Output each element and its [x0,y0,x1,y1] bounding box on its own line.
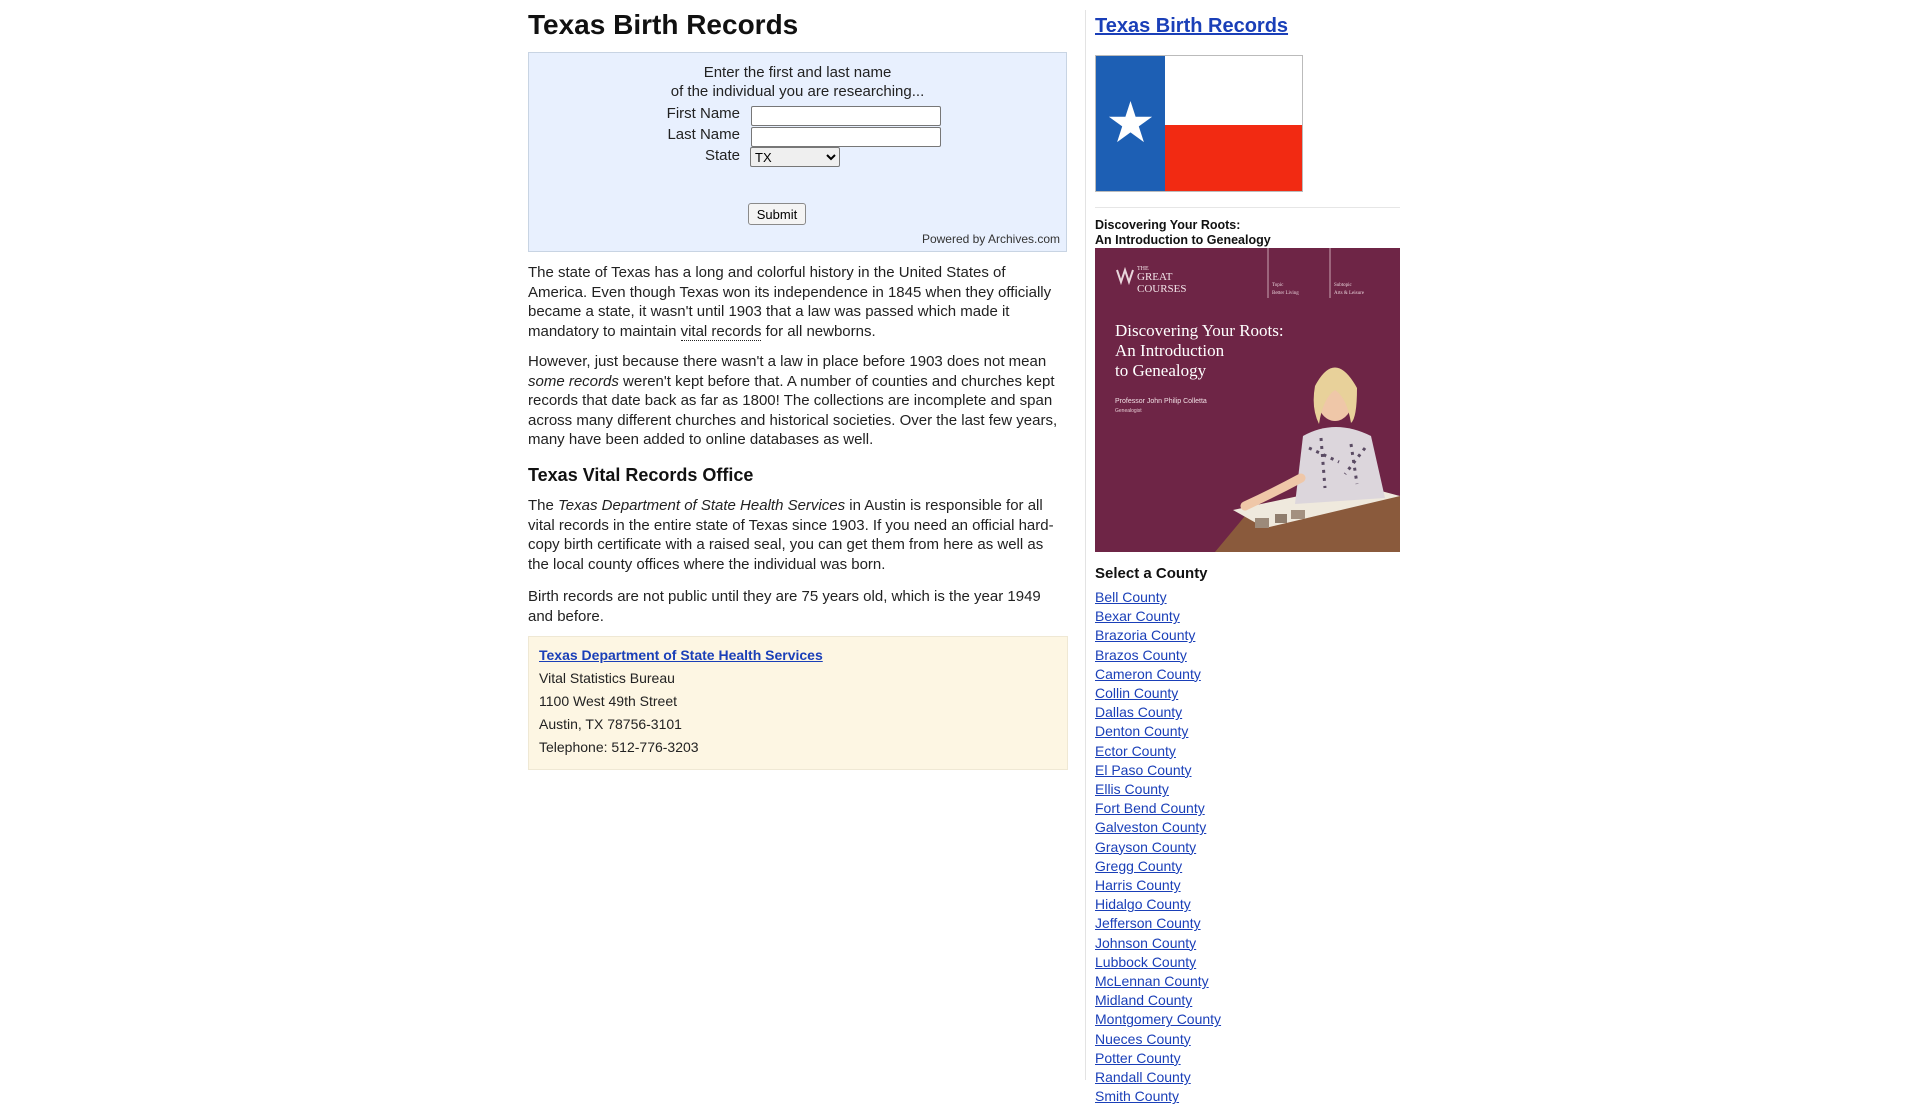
county-list-item [1095,588,1221,607]
county-list-item [1095,742,1221,761]
state-label: State [704,147,740,164]
subtopic-value: Arts & Leisure [1334,291,1364,296]
p2-emphasis: some records [528,372,619,390]
paragraph-history [528,263,1068,341]
county-list-item [1095,934,1221,953]
county-list-item [1095,838,1221,857]
county-link[interactable]: El Paso County [1095,761,1192,778]
texas-flag-image [1095,55,1303,192]
page-title: Texas Birth Records [528,9,799,40]
county-link[interactable]: Randall County [1095,1069,1191,1086]
telephone-line: Telephone: 512-776-3203 [539,739,699,755]
search-intro-line2: of the individual you are researching... [670,83,925,100]
flag-red-band [1165,125,1303,192]
county-link[interactable]: Harris County [1095,877,1181,894]
county-link[interactable]: Jefferson County [1095,915,1201,932]
county-link[interactable]: Ellis County [1095,781,1169,798]
county-list-item [1095,665,1221,684]
county-list-item [1095,818,1221,837]
dshs-link[interactable]: Texas Department of State Health Services [539,647,823,663]
county-link[interactable]: Dallas County [1095,704,1183,721]
topic-label: Topic [1272,283,1284,288]
county-list-item [1095,1010,1221,1029]
p2-text-b: weren't kept before that. A number of counties and churches kept records that date back as far as 1800! The collections are incomplete and span across many different churches and historical societies. Over the last few years, many have been added to online databases as well. [528,372,1058,448]
county-list-item [1095,1030,1221,1049]
paragraph-office [528,496,1068,574]
county-link[interactable]: Galveston County [1095,819,1207,836]
county-list-item [1095,761,1221,780]
course-cover-svg [1095,248,1400,552]
p3-text-a: The [528,497,559,514]
county-heading: Select a County [1095,565,1208,582]
sidebar-divider [1095,207,1400,208]
search-intro [529,63,1066,101]
county-list-item [1095,972,1221,991]
county-link[interactable]: Montgomery County [1095,1011,1222,1028]
county-list-item [1095,953,1221,972]
county-link[interactable]: Potter County [1095,1049,1181,1066]
county-list-item [1095,799,1221,818]
cover-author-role: Genealogist [1115,408,1142,414]
last-name-label: Last Name [667,126,740,143]
powered-by-text: Powered by Archives.com [921,232,1060,246]
county-link[interactable]: Fort Bend County [1095,800,1205,817]
county-list-item [1095,1049,1221,1068]
county-list-item [1095,607,1221,626]
brand-courses: COURSES [1137,283,1187,295]
county-link[interactable]: Johnson County [1095,934,1197,951]
address-line-3: Austin, TX 78756-3101 [539,716,682,732]
p3-text-b: in Austin is responsible for all vital records in the entire state of Texas since 1903. If you need an official hard-copy birth certificate with a raised seal, you can get them from here as well as the local county offices where the individual was born. [528,497,1054,573]
cover-title-line1: Discovering Your Roots: [1115,321,1284,340]
county-list-item [1095,1068,1221,1087]
search-intro-line1: Enter the first and last name [703,64,892,81]
county-list-item [1095,876,1221,895]
column-divider [1085,10,1086,1080]
paragraph-early-records [528,352,1068,450]
county-list-item [1095,1087,1221,1106]
search-form [528,52,1067,252]
county-list [1095,588,1221,1106]
county-list-item [1095,780,1221,799]
flag-white-band [1165,56,1303,125]
county-list-item [1095,684,1221,703]
last-name-input[interactable] [751,127,941,147]
p1-text-b: for all newborns. [761,322,876,340]
address-line-2: 1100 West 49th Street [539,693,678,709]
office-heading: Texas Vital Records Office [528,465,754,485]
cover-title-line2: An Introduction [1115,341,1225,360]
county-list-item [1095,722,1221,741]
county-link[interactable]: Collin County [1095,685,1179,702]
county-list-item [1095,991,1221,1010]
p3-emphasis: Texas Department of State Health Services [558,497,846,514]
county-list-item [1095,857,1221,876]
county-link[interactable]: Brazoria County [1095,627,1196,644]
county-link[interactable]: Hidalgo County [1095,896,1191,913]
texas-flag-svg [1096,56,1303,192]
page-wrapper [528,0,1404,1105]
county-link[interactable]: Bell County [1095,589,1167,605]
state-select[interactable] [750,147,840,167]
subtopic-label: Subtopic [1334,283,1352,288]
county-link[interactable]: Lubbock County [1095,953,1197,970]
address-box [528,636,1068,770]
county-link[interactable]: Denton County [1095,723,1189,740]
county-link[interactable]: Bexar County [1095,608,1180,625]
county-list-item [1095,895,1221,914]
address-line-1: Vital Statistics Bureau [539,670,675,686]
cover-author: Professor John Philip Colletta [1115,398,1207,405]
county-link[interactable]: Gregg County [1095,857,1183,874]
course-cover-image[interactable] [1095,248,1400,552]
brand-the: THE [1137,266,1149,272]
county-link[interactable]: Cameron County [1095,665,1201,682]
county-link[interactable]: Midland County [1095,992,1193,1009]
sidebar-title-link[interactable]: Texas Birth Records [1095,15,1289,37]
paragraph-public: Birth records are not public until they are 75 years old, which is the year 1949 and before. [528,588,1041,625]
county-list-item [1095,703,1221,722]
book-caption-line1: Discovering Your Roots: [1095,218,1241,232]
county-list-item [1095,626,1221,645]
county-list-item [1095,914,1221,933]
county-link[interactable]: McLennan County [1095,973,1209,990]
brand-great: GREAT [1137,271,1173,283]
county-link[interactable]: Nueces County [1095,1030,1191,1047]
book-caption-line2: An Introduction to Genealogy [1095,233,1271,247]
book-caption [1095,218,1271,248]
p1-text-a: The state of Texas has a long and colorful history in the United States of America. Even though Texas won its independence in 1845 when they officially became a state, it wasn't until 1903 that a law was passed which made it mandatory to maintain [528,264,1052,340]
county-link[interactable]: Ector County [1095,742,1176,759]
p2-text-a: However, just because there wasn't a law in place before 1903 does not mean [528,353,1047,370]
vital-records-abbr: vital records [680,322,762,340]
cover-title-line3: to Genealogy [1115,361,1207,380]
submit-button[interactable]: Submit [748,203,806,225]
topic-value: Better Living [1272,291,1299,296]
county-link[interactable]: Brazos County [1095,646,1187,663]
county-link[interactable]: Grayson County [1095,838,1197,855]
first-name-input[interactable] [751,106,941,126]
county-link[interactable]: Smith County [1095,1088,1180,1105]
county-list-item [1095,646,1221,665]
first-name-label: First Name [666,105,740,122]
